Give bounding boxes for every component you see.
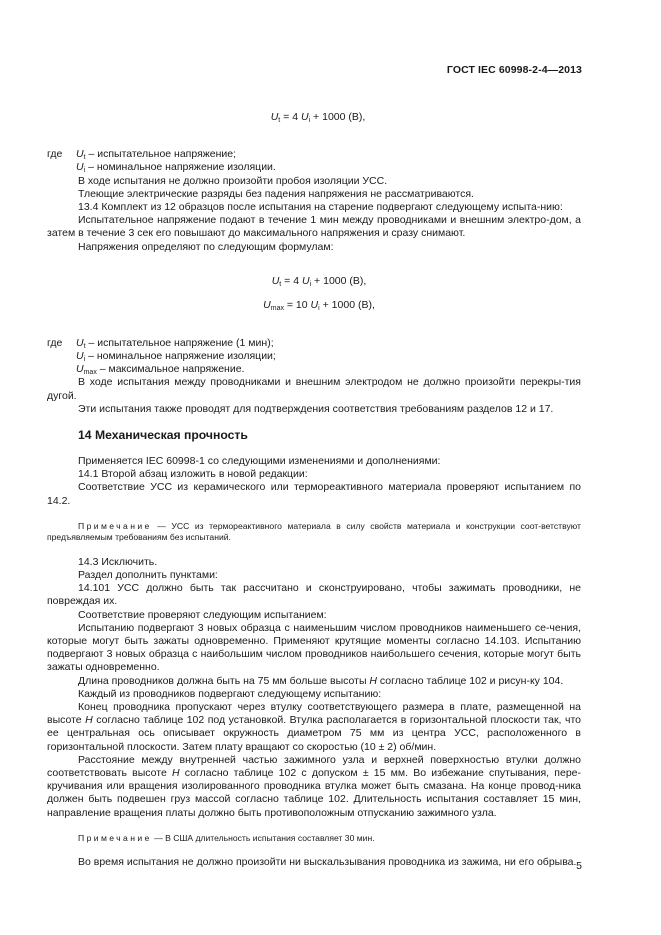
paragraph: Испытанию подвергают 3 новых образца с наименьшим числом проводников наименьшего се-чения, которые могут быть зажаты одновременно. Применяют крутящие моменты согласно 14.103. Испытанию подвергают 3 новых образца с наибольшим числом проводников наибольшего сечения, которые могут быть зажаты одновременно.: [47, 621, 581, 674]
definition-insulation-voltage: $U_i$ – номинальное напряжение изоляции;: [76, 349, 276, 363]
paragraph-13-4: 13.4 Комплект из 12 образцов после испытания на старение подвергают следующему испыта-нию:: [78, 201, 563, 214]
page-number: 5: [576, 860, 582, 872]
paragraph: Испытательное напряжение подают в течение 1 мин между проводниками и внешним электро-дом, а затем в течение 3 сек его повышают до максимального напряжения и сразу снимают.: [47, 214, 581, 240]
paragraph: В ходе испытания не должно произойти пробоя изоляции УСС.: [78, 174, 388, 187]
section-heading: 14 Механическая прочность: [78, 427, 248, 442]
document-header: ГОСТ IEC 60998-2-4—2013: [446, 64, 582, 76]
note: Примечание — УСС из термореактивного материала в силу свойств материала и конструкции соот-ветствуют предъявляемым требованиям без испытаний.: [47, 520, 581, 543]
paragraph: Расстояние между внутренней частью зажимного узла и верхней поверхностью втулки должно соответствовать высоте H согласно таблице 102 с допуском ± 15 мм. Во избежание спутывания, пере-кручивания или вращения изолированного проводника втулка может быть смазана. На конце провод-ника должен быть подвешен груз массой согласно таблице 102. Длительность испытания составляет 15 мин, направление вращения платы должно быть противоположным отпусканию зажимного узла.: [47, 753, 581, 819]
paragraph-14-1: 14.1 Второй абзац изложить в новой редакции:: [78, 468, 308, 481]
paragraph: Конец проводника пропускают через втулку соответствующего размера в плате, размещенной на высоте H согласно таблице 102 под установкой. Втулка располагается в горизонтальной плоскости так, что ее центральная ось описывает окружность диаметром 75 мм из центра УСС, расположенного в горизонтальной плоскости. Затем плату вращают со скоростью (10 ± 2) об/мин.: [47, 701, 581, 753]
paragraph: Соответствие проверяют следующим испытанием:: [78, 608, 327, 621]
paragraph: Напряжения определяют по следующим формулам:: [78, 240, 334, 253]
definition-test-voltage: где $U_t$ – испытательное напряжение (1 мин);: [47, 336, 274, 350]
paragraph: Каждый из проводников подвергают следующему испытанию:: [78, 687, 382, 700]
formula-test-voltage: $U_t = 4$ $U_i + 1000$ (В),: [270, 110, 366, 124]
paragraph-14-3: 14.3 Исключить.: [78, 555, 158, 568]
definition-max-voltage: $U_{max}$ – максимальное напряжение.: [76, 363, 245, 377]
paragraph: Раздел дополнить пунктами:: [78, 568, 218, 581]
paragraph: В ходе испытания между проводниками и внешним электродом не должно произойти перекры-тия дугой.: [47, 376, 581, 402]
paragraph: Тлеющие электрические разряды без падения напряжения не рассматриваются.: [78, 187, 474, 200]
paragraph: Соответствие УСС из керамического или термореактивного материала проверяют испытанием по 14.2.: [47, 481, 581, 507]
paragraph: Применяется IEC 60998-1 со следующими изменениями и дополнениями:: [78, 454, 441, 467]
paragraph: Во время испытания не должно произойти ни выскальзывания проводника из зажима, ни его обрыва.: [78, 856, 577, 869]
page-content: [47, 100, 581, 870]
formula-max-voltage: $U_{max} = 10$ $U_i + 1000$ (В),: [263, 299, 375, 313]
definition-test-voltage: где $U_t$ – испытательное напряжение;: [47, 148, 237, 162]
paragraph: Эти испытания также проводят для подтверждения соответствия требованиям разделов 12 и 17.: [78, 402, 554, 415]
definition-insulation-voltage: $U_i$ – номинальное напряжение изоляции.: [76, 161, 276, 175]
formula-test-voltage: $U_t = 4$ $U_i + 1000$ (В),: [271, 275, 367, 289]
note: Примечание — В США длительность испытания составляет 30 мин.: [78, 832, 375, 843]
paragraph: Длина проводников должна быть на 75 мм больше высоты H согласно таблице 102 и рисун-ку 104.: [78, 674, 564, 687]
paragraph-14-101: 14.101 УСС должно быть так рассчитано и сконструировано, чтобы зажимать проводники, не повреждая их.: [47, 582, 581, 608]
